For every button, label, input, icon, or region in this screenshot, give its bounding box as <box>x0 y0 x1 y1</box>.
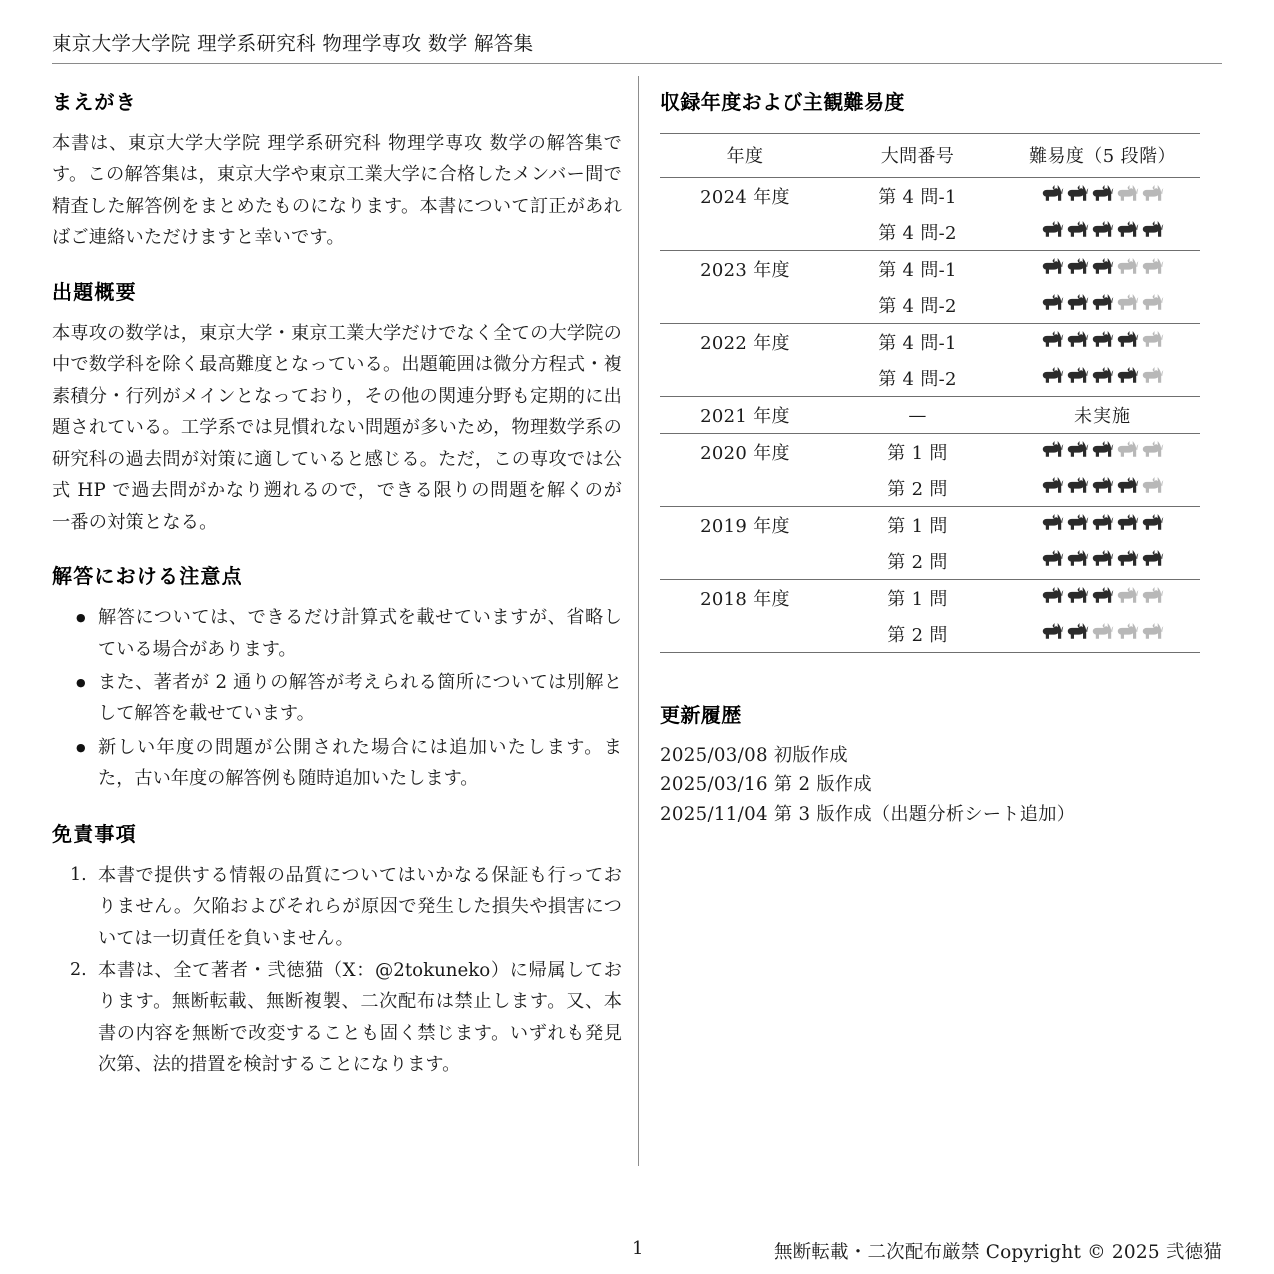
cat-rating-icon <box>1067 257 1089 277</box>
cat-rating-icon <box>1117 184 1139 204</box>
cat-rating-icon <box>1117 622 1139 642</box>
cat-rating-icon <box>1117 513 1139 533</box>
column-header-difficulty: 難易度（5 段階） <box>1029 146 1176 167</box>
cell-problem: 第 2 問 <box>887 625 948 646</box>
cat-rating-icon <box>1142 476 1164 496</box>
cell-difficulty <box>1005 360 1200 397</box>
notes-heading: 解答における注意点 <box>52 564 243 589</box>
cat-rating-icon <box>1117 586 1139 606</box>
cell-year <box>660 470 830 507</box>
cell-year: 2020 年度 <box>660 434 830 471</box>
table-row <box>660 434 1200 471</box>
list-item: ● 解答については、できるだけ計算式を載せていますが、省略している場合があります。 <box>98 602 622 665</box>
history-entry: 2025/11/04 第 3 版作成（出題分析シート追加） <box>660 803 1076 825</box>
cat-rating-icon <box>1117 330 1139 350</box>
cat-rating-icon <box>1092 513 1114 533</box>
notes-list <box>52 602 622 794</box>
cat-rating-icon <box>1042 549 1064 569</box>
cell-problem: 第 4 問-1 <box>830 324 1005 361</box>
left-column <box>52 86 622 1081</box>
cell-problem: — <box>830 397 1005 434</box>
right-column <box>660 86 1220 829</box>
preface-heading: まえがき <box>52 90 137 114</box>
cell-difficulty <box>1005 580 1200 617</box>
table-row <box>660 580 1200 617</box>
list-item: ● 新しい年度の問題が公開された場合には追加いたします。また，古い年度の解答例も随時追加いたします。 <box>98 732 622 795</box>
page-title: 東京大学大学院 理学系研究科 物理学専攻 数学 解答集 <box>52 32 534 55</box>
preface-body: 本書は、東京大学大学院 理学系研究科 物理学専攻 数学の解答集です。この解答集は，東京大学や東京工業大学に合格したメンバー間で精査した解答例をまとめたものになります。本書について訂正があればご連絡いただけますと幸いです。 <box>52 133 622 249</box>
list-item: 本書で提供する情報の品質についてはいかなる保証も行っておりません。欠陥およびそれらが原因で発生した損失や損害については一切責任を負いません。 <box>98 865 622 949</box>
table-row <box>660 507 1200 544</box>
column-header-problem: 大問番号 <box>880 146 955 167</box>
table-row <box>660 616 1200 653</box>
cell-problem: 第 4 問-2 <box>878 223 957 244</box>
table-header-row <box>660 134 1200 178</box>
cell-difficulty <box>1005 324 1200 361</box>
cell-year: 2021 年度 <box>660 397 830 434</box>
cat-rating-icon <box>1067 476 1089 496</box>
cell-difficulty <box>1005 434 1200 471</box>
cat-rating-icon <box>1092 330 1114 350</box>
cat-rating-icon <box>1092 257 1114 277</box>
cell-problem: 第 4 問-1 <box>830 251 1005 288</box>
column-divider <box>638 76 639 1166</box>
update-history-section <box>660 699 1220 829</box>
cat-rating-icon <box>1142 440 1164 460</box>
cell-year: 2018 年度 <box>660 580 830 617</box>
cat-rating-icon <box>1067 293 1089 313</box>
cat-rating-icon <box>1042 293 1064 313</box>
cat-rating-icon <box>1067 220 1089 240</box>
cat-rating-icon <box>1142 330 1164 350</box>
cat-rating-icon <box>1117 366 1139 386</box>
cell-year <box>660 616 830 653</box>
difficulty-rating <box>1042 586 1164 606</box>
table-row <box>660 470 1200 507</box>
cell-year <box>660 214 830 251</box>
history-heading: 更新履歴 <box>660 703 742 727</box>
cell-year <box>660 287 830 324</box>
overview-heading: 出題概要 <box>52 279 137 304</box>
cat-rating-icon <box>1117 440 1139 460</box>
difficulty-rating <box>1042 476 1164 496</box>
cat-rating-icon <box>1142 622 1164 642</box>
cell-difficulty <box>1005 287 1200 324</box>
cat-rating-icon <box>1042 366 1064 386</box>
cell-problem: 第 1 問 <box>830 580 1005 617</box>
history-entry: 2025/03/16 第 2 版作成 <box>660 774 872 796</box>
cat-rating-icon <box>1142 586 1164 606</box>
overview-body: 本専攻の数学は，東京大学・東京工業大学だけでなく全ての大学院の中で数学科を除く最高難度となっている。出題範囲は微分方程式・複素積分・行列がメインとなっており，その他の関連分野も定期的に出題されている。工学系では見慣れない問題が多いため，物理数学系の研究科の過去問が対策に適していると感じる。ただ，この専攻では公式 HP で過去問がかなり遡れるので，できる限りの問題を解くのが一番の対策となる。 <box>52 322 623 533</box>
cat-rating-icon <box>1042 220 1064 240</box>
table-head <box>660 134 1200 178</box>
cat-rating-icon <box>1067 586 1089 606</box>
cat-rating-icon <box>1142 220 1164 240</box>
table-body <box>660 178 1200 653</box>
cat-rating-icon <box>1092 366 1114 386</box>
cat-rating-icon <box>1067 366 1089 386</box>
cell-year <box>660 543 830 580</box>
column-header-year: 年度 <box>726 146 764 167</box>
cell-year: 2019 年度 <box>660 507 830 544</box>
year-difficulty-table <box>660 133 1200 653</box>
cat-rating-icon <box>1067 622 1089 642</box>
cat-rating-icon <box>1092 586 1114 606</box>
cat-rating-icon <box>1067 440 1089 460</box>
cat-rating-icon <box>1042 622 1064 642</box>
cat-rating-icon <box>1142 293 1164 313</box>
cat-rating-icon <box>1042 440 1064 460</box>
cell-problem: 第 4 問-1 <box>830 178 1005 215</box>
table-row <box>660 287 1200 324</box>
difficulty-rating <box>1042 440 1164 460</box>
cat-rating-icon <box>1092 293 1114 313</box>
cat-rating-icon <box>1042 586 1064 606</box>
history-entry: 2025/03/08 初版作成 <box>660 745 848 766</box>
cat-rating-icon <box>1042 330 1064 350</box>
cat-rating-icon <box>1142 366 1164 386</box>
page-number: 1 <box>632 1238 644 1259</box>
table-section-heading: 収録年度および主観難易度 <box>660 90 905 114</box>
table-row <box>660 360 1200 397</box>
header-divider <box>52 63 1222 64</box>
cat-rating-icon <box>1117 257 1139 277</box>
cell-year: 2023 年度 <box>660 251 830 288</box>
cat-rating-icon <box>1042 257 1064 277</box>
cat-rating-icon <box>1117 220 1139 240</box>
cell-difficulty <box>1005 214 1200 251</box>
cat-rating-icon <box>1142 549 1164 569</box>
cell-difficulty <box>1005 178 1200 215</box>
cat-rating-icon <box>1142 184 1164 204</box>
list-item: 本書は、全て著者・弐徳猫（X：@2tokuneko）に帰属しております。無断転載、無断複製、二次配布は禁止します。又、本書の内容を無断で改変することも固く禁じます。いずれも発見次第、法的措置を検討することになります。 <box>98 960 622 1075</box>
difficulty-rating <box>1042 330 1164 350</box>
cell-problem: 第 1 問 <box>830 434 1005 471</box>
cat-rating-icon <box>1042 184 1064 204</box>
difficulty-rating <box>1042 257 1164 277</box>
cat-rating-icon <box>1092 476 1114 496</box>
difficulty-rating <box>1042 622 1164 642</box>
copyright-notice: 無断転載・二次配布厳禁 Copyright © 2025 弐徳猫 <box>773 1242 1222 1263</box>
difficulty-rating <box>1042 549 1164 569</box>
cell-difficulty <box>1005 251 1200 288</box>
cell-difficulty <box>1005 470 1200 507</box>
difficulty-rating <box>1042 184 1164 204</box>
cell-difficulty <box>1005 507 1200 544</box>
cell-problem: 第 2 問 <box>887 479 948 500</box>
cell-difficulty <box>1005 543 1200 580</box>
cat-rating-icon <box>1142 257 1164 277</box>
difficulty-rating <box>1042 366 1164 386</box>
cat-rating-icon <box>1092 220 1114 240</box>
cell-problem: 第 2 問 <box>887 552 948 573</box>
cell-year: 2022 年度 <box>660 324 830 361</box>
difficulty-not-available: 未実施 <box>1074 406 1131 427</box>
disclaimer-list <box>52 860 622 1080</box>
table-row <box>660 178 1200 215</box>
cell-year <box>660 360 830 397</box>
difficulty-rating <box>1042 513 1164 533</box>
cat-rating-icon <box>1117 293 1139 313</box>
cell-problem: 第 1 問 <box>830 507 1005 544</box>
cell-difficulty <box>1005 616 1200 653</box>
cell-problem: 第 4 問-2 <box>878 369 957 390</box>
table-row <box>660 543 1200 580</box>
difficulty-rating <box>1042 220 1164 240</box>
cat-rating-icon <box>1042 513 1064 533</box>
table-row <box>660 324 1200 361</box>
cat-rating-icon <box>1117 549 1139 569</box>
cat-rating-icon <box>1092 440 1114 460</box>
cat-rating-icon <box>1067 184 1089 204</box>
page-header <box>52 28 1222 64</box>
cat-rating-icon <box>1067 513 1089 533</box>
cat-rating-icon <box>1042 476 1064 496</box>
cat-rating-icon <box>1142 513 1164 533</box>
cat-rating-icon <box>1092 549 1114 569</box>
table-row <box>660 214 1200 251</box>
list-item: ● また、著者が 2 通りの解答が考えられる箇所については別解として解答を載せています。 <box>98 667 622 730</box>
cell-problem: 第 4 問-2 <box>878 296 957 317</box>
cell-year: 2024 年度 <box>660 178 830 215</box>
cat-rating-icon <box>1067 549 1089 569</box>
table-row <box>660 397 1200 434</box>
disclaimer-heading: 免責事項 <box>52 822 137 847</box>
cat-rating-icon <box>1117 476 1139 496</box>
difficulty-rating <box>1042 293 1164 313</box>
cat-rating-icon <box>1092 622 1114 642</box>
cell-difficulty <box>1005 397 1200 434</box>
cat-rating-icon <box>1092 184 1114 204</box>
cat-rating-icon <box>1067 330 1089 350</box>
table-row <box>660 251 1200 288</box>
